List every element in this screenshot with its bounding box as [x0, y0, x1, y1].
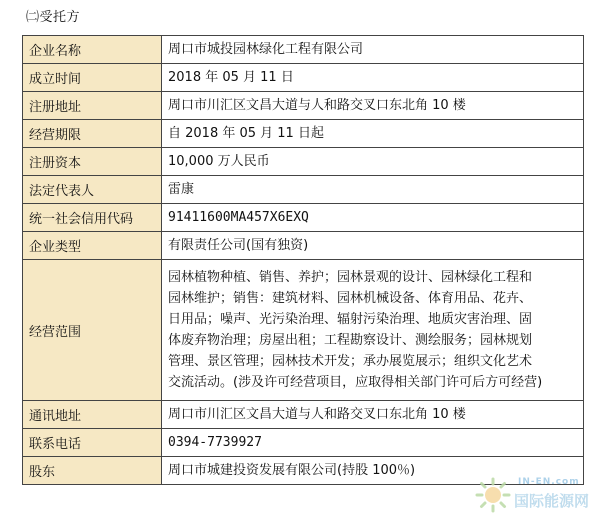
row-label: 经营期限 — [23, 120, 162, 148]
row-label: 成立时间 — [23, 64, 162, 92]
row-value: 周口市川汇区文昌大道与人和路交叉口东北角 10 楼 — [162, 401, 584, 429]
row-value: 91411600MA457X6EXQ — [162, 204, 584, 232]
row-value: 周口市川汇区文昌大道与人和路交叉口东北角 10 楼 — [162, 92, 584, 120]
row-value: 雷康 — [162, 176, 584, 204]
scope-line: 园林维护；销售：建筑材料、园林机械设备、体育用品、花卉、 — [168, 291, 533, 306]
row-label: 注册资本 — [23, 148, 162, 176]
table-row — [23, 260, 584, 401]
row-label: 企业名称 — [23, 36, 162, 64]
table-row — [23, 204, 584, 232]
scope-line: 交流活动。(涉及许可经营项目，应取得相关部门许可后方可经营) — [168, 375, 543, 390]
row-value: 周口市城建投资发展有限公司(持股 100％) — [162, 457, 584, 485]
business-scope-value — [162, 260, 584, 401]
row-label: 经营范围 — [23, 260, 162, 401]
table-row — [23, 148, 584, 176]
table-row — [23, 36, 584, 64]
row-label: 通讯地址 — [23, 401, 162, 429]
section-heading: ㈡受托方 — [26, 10, 81, 25]
scope-line: 管理、景区管理；园林技术开发；承办展览展示；组织文化艺术 — [168, 354, 533, 369]
table-row — [23, 429, 584, 457]
table-row — [23, 176, 584, 204]
row-label: 统一社会信用代码 — [23, 204, 162, 232]
row-value: 自 2018 年 05 月 11 日起 — [162, 120, 584, 148]
table-row — [23, 92, 584, 120]
row-value: 0394-7739927 — [162, 429, 584, 457]
sun-logo-icon — [474, 477, 512, 513]
table-row — [23, 401, 584, 429]
table-row — [23, 120, 584, 148]
row-label: 法定代表人 — [23, 176, 162, 204]
row-label: 注册地址 — [23, 92, 162, 120]
row-label: 企业类型 — [23, 232, 162, 260]
scope-line: 体废弃物治理；房屋出租；工程勘察设计、测绘服务；园林规划 — [168, 333, 533, 348]
row-label: 联系电话 — [23, 429, 162, 457]
row-value: 有限责任公司(国有独资) — [162, 232, 584, 260]
row-value: 10,000 万人民币 — [162, 148, 584, 176]
company-info-table — [22, 35, 584, 485]
scope-line: 园林植物种植、销售、养护；园林景观的设计、园林绿化工程和 — [168, 270, 533, 285]
watermark-top-text: IN-EN.com — [518, 477, 580, 487]
row-value: 周口市城投园林绿化工程有限公司 — [162, 36, 584, 64]
row-label: 股东 — [23, 457, 162, 485]
scope-line: 日用品；噪声、光污染治理、辐射污染治理、地质灾害治理、固 — [168, 312, 533, 327]
watermark — [474, 477, 590, 513]
row-value: 2018 年 05 月 11 日 — [162, 64, 584, 92]
table-row — [23, 232, 584, 260]
table-row — [23, 64, 584, 92]
watermark-bottom-text: 国际能源网 — [514, 492, 590, 510]
